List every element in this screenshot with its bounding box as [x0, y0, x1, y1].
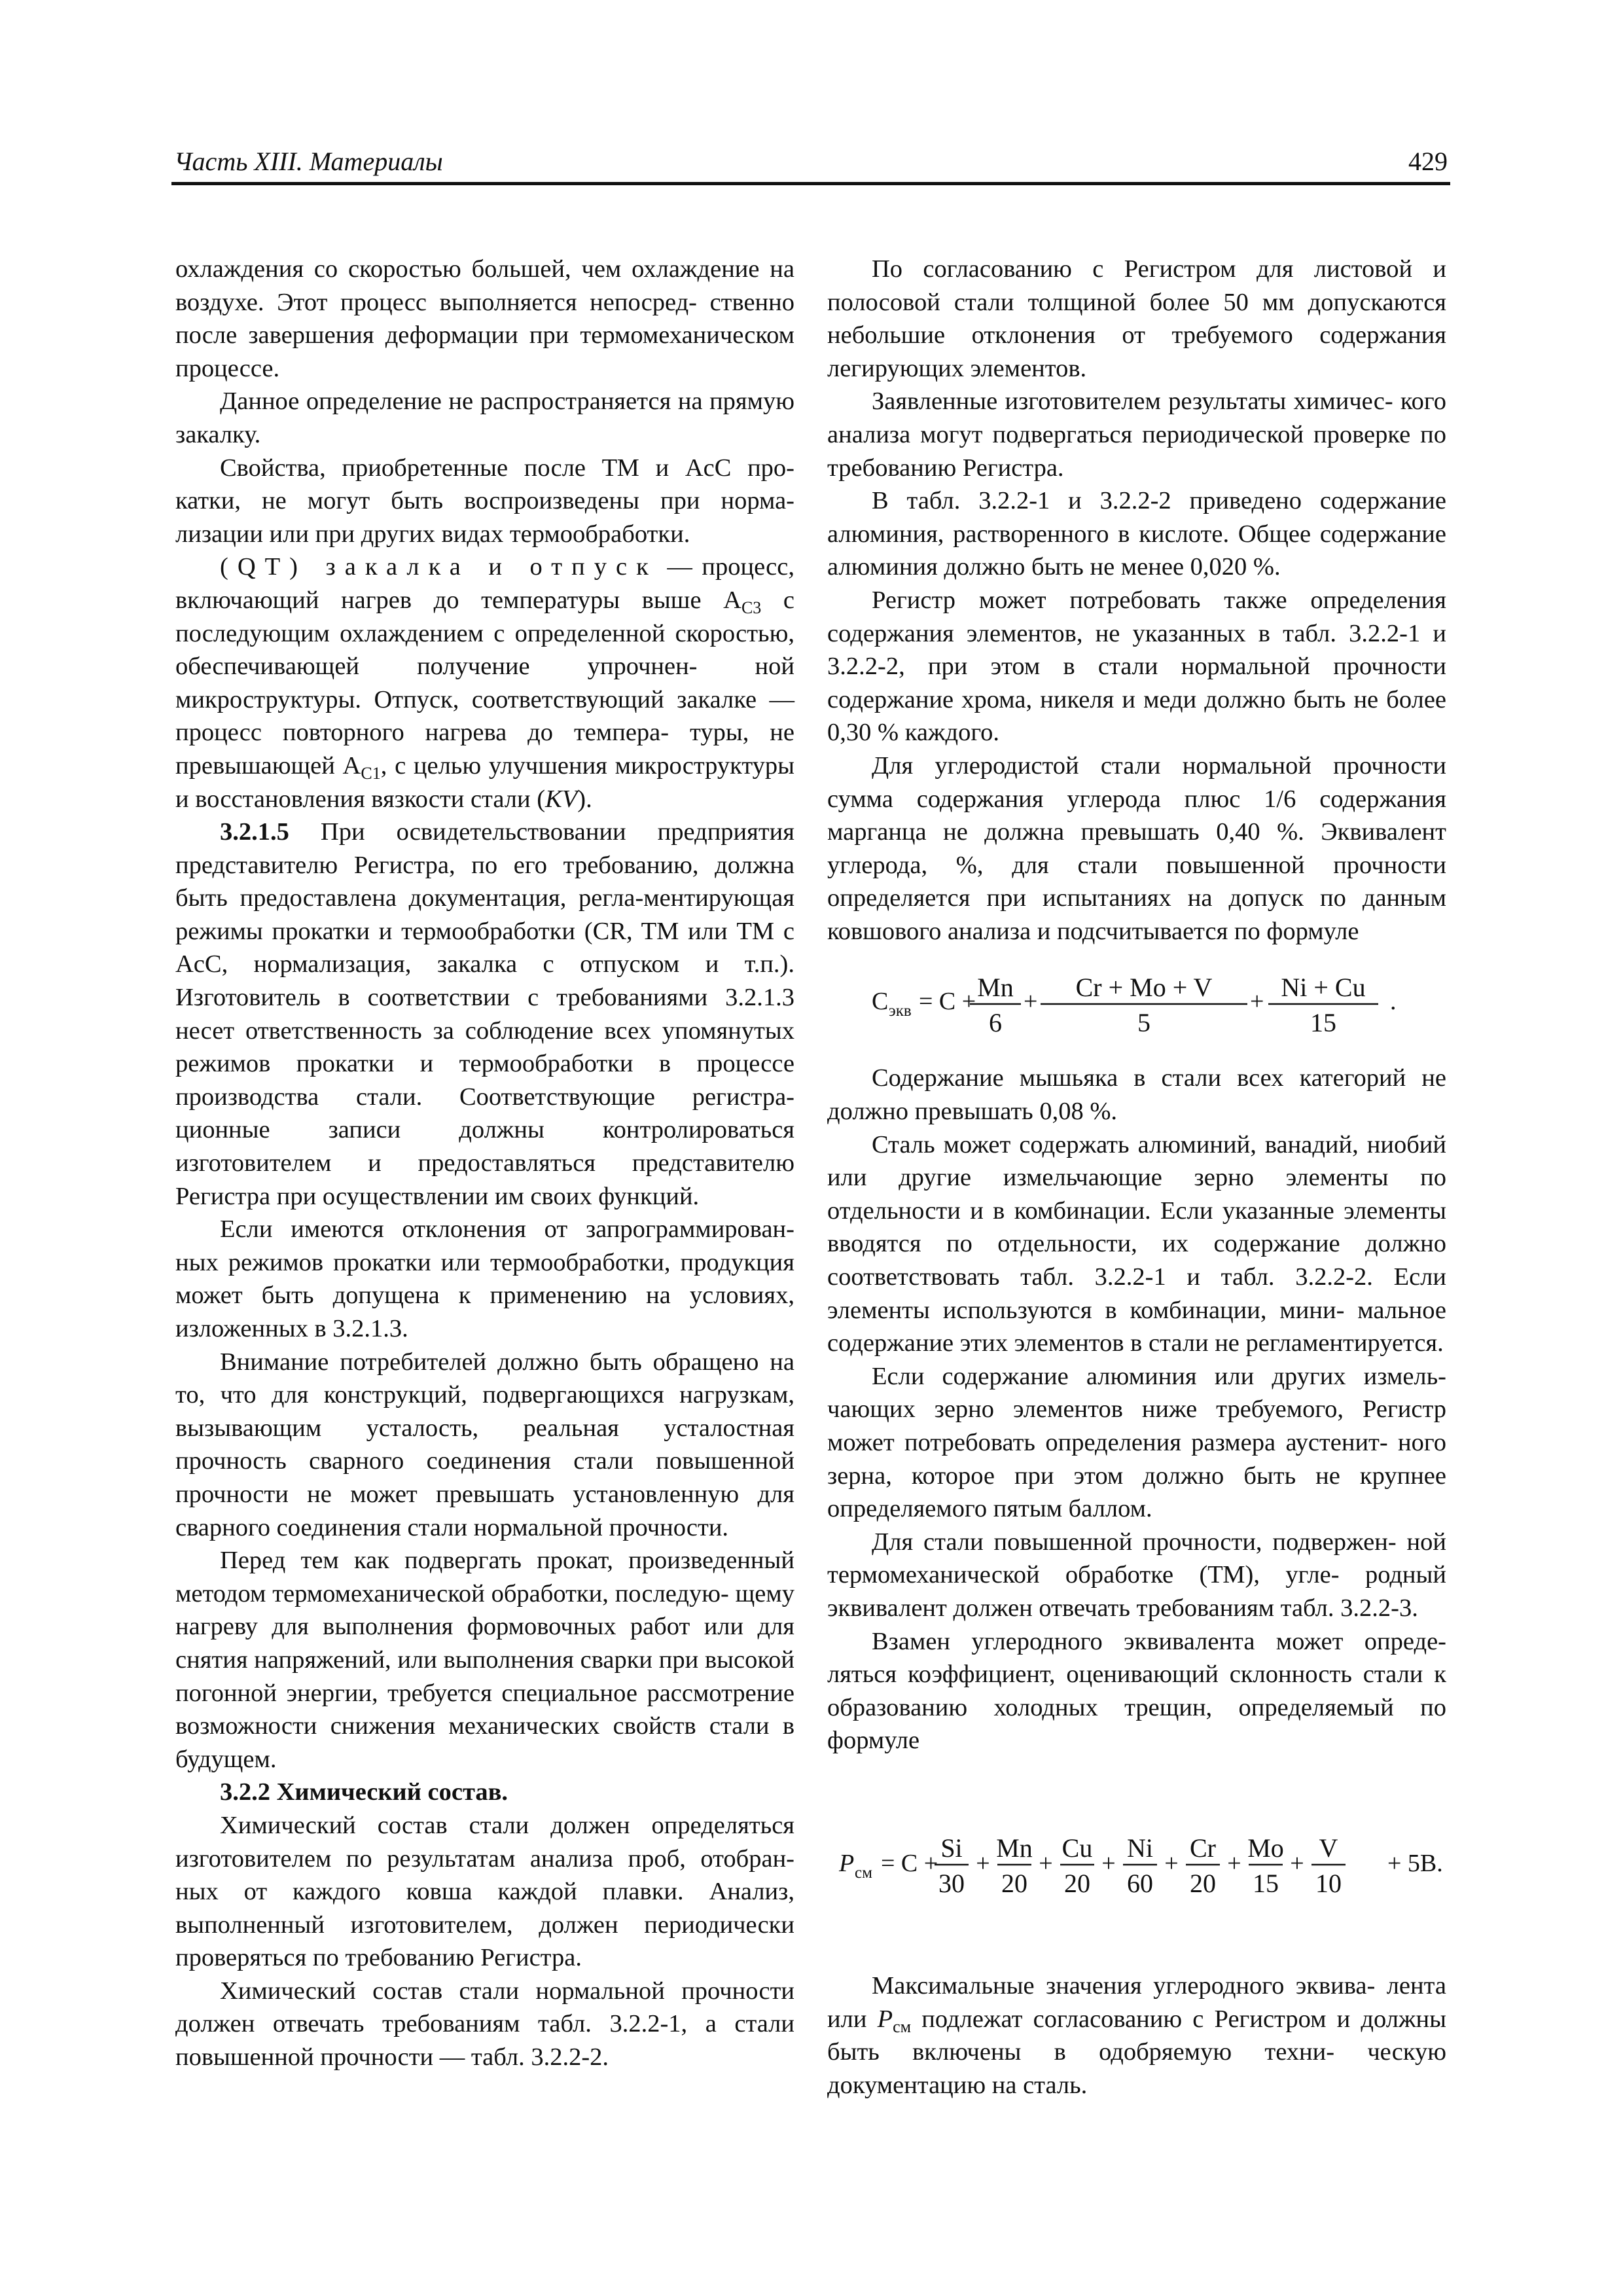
f1-plus2: +	[1250, 988, 1264, 1016]
pcm-fraction-numerator: Mn	[996, 1833, 1033, 1863]
paragraph-qt: (QT) закалка и отпуск — процесс, включающий нагрев до температуры выше $A_{C3}$ с последующим охлаждением с определенной скоростью, обеспечивающей получение упрочнен- ной микроструктуры. Отпуск, соответствующий закалке — процесс повторного нагрева до темпера- туры, не превышающей $A_{C1}$, с целью улучшения микроструктуры и восстановления вязкости стали (KV).	[175, 553, 794, 813]
paragraph: Сталь может содержать алюминий, ванадий, ниобий или другие измельчающие зерно элементы по отдельности и в комбинации. Если указанные элементы вводятся по отдельности, их содержание должно соответствовать табл. 3.2.2-1 и табл. 3.2.2-2. Если элементы используются в комбинации, мини- мальное содержание этих элементов в стали не регламентируется.	[827, 1130, 1446, 1357]
pcm-fraction-numerator: V	[1319, 1833, 1338, 1863]
pcm-fraction-numerator: Ni	[1127, 1833, 1153, 1863]
paragraph: Регистр может потребовать также определения содержания элементов, не указанных в табл. 3.2.2-1 и 3.2.2-2, при этом в стали нормальной прочности содержание хрома, никеля и меди должно быть не более 0,30 % каждого.	[827, 586, 1446, 747]
pcm-fractions	[935, 1833, 1346, 1898]
paragraph: Если имеются отклонения от запрограммирован- ных режимов прокатки или термообработки, продукция может быть допущена к применению на условиях, изложенных в 3.2.1.3.	[175, 1215, 794, 1342]
paragraph: Заявленные изготовителем результаты химичес- кого анализа могут подвергаться периодической проверке по требованию Регистра.	[827, 387, 1446, 482]
paragraph: Данное определение не распространяется на прямую закалку.	[175, 387, 794, 448]
pcm-plus-sign: +	[976, 1849, 990, 1877]
paragraph: Для углеродистой стали нормальной прочности сумма содержания углерода плюс 1/6 содержания марганца не должна превышать 0,40 %. Эквивалент углерода, %, для стали повышенной прочности определяется при испытаниях на допуск по данным ковшового анализа и подсчитывается по формуле	[827, 751, 1446, 945]
right-column	[827, 253, 1446, 2102]
section-heading: 3.2.2 Химический состав.	[220, 1778, 508, 1806]
pcm-fraction-denominator: 20	[1064, 1868, 1090, 1898]
formula-ceq-svg	[827, 963, 1446, 1039]
pcm-fraction-denominator: 30	[938, 1868, 965, 1898]
paragraph: Взамен углеродного эквивалента может опреде- ляться коэффициент, оценивающий склонность стали к образованию холодных трещин, определяемый по формуле	[827, 1627, 1446, 1755]
f1-t1-den: 6	[989, 1008, 1002, 1038]
term-qt: (QT) закалка и отпуск	[220, 553, 658, 581]
pcm-plus-sign: +	[1290, 1849, 1304, 1877]
f2-end: + 5B.	[1387, 1849, 1443, 1877]
pcm-fraction-denominator: 20	[1001, 1868, 1027, 1898]
clause-number: 3.2.1.5	[220, 818, 289, 846]
f2-lhs: P	[839, 1849, 855, 1877]
f1-t3-den: 15	[1310, 1008, 1336, 1038]
paragraph: Перед тем как подвергать прокат, произведенный методом термомеханической обработки, последую- щему нагреву для выполнения формовочных работ или для снятия напряжений, или выполнения сварки при высокой погонной энергии, требуется специальное рассмотрение возможности снижения механических свойств стали в будущем.	[175, 1547, 794, 1773]
pcm-plus-sign: +	[1227, 1849, 1241, 1877]
paragraph: В табл. 3.2.2-1 и 3.2.2-2 приведено содержание алюминия, растворенного в кислоте. Общее содержание алюминия должно быть не менее 0,020 %.	[827, 487, 1446, 581]
pcm-fraction-numerator: Cr	[1190, 1833, 1216, 1863]
pcm-fraction-denominator: 15	[1253, 1868, 1279, 1898]
f1-lhs: C	[872, 988, 889, 1016]
paragraph-3-2-1-5: 3.2.1.5 При освидетельствовании предприятия представителю Регистра, по его требованию, должна быть предоставлена документация, регла-ментирующая режимы прокатки и термообработки (CR, TM или TM с AcC, нормализация, закалка с отпуском и т.п.). Изготовитель в соответствии с требованиями 3.2.1.3 несет ответственность за соблюдение всех упомянутых режимов прокатки и термообработки в процессе производства стали. Соответствующие регистра- ционные записи должны контролироваться изготовителем и предоставляться представителю Регистра при осуществлении им своих функций.	[175, 818, 794, 1210]
f1-eq: = C +	[919, 988, 976, 1016]
paragraph-pcm-note: Максимальные значения углеродного эквива- лента или $P_{см}$ подлежат согласованию с Регистром и должны быть включены в одобряемую техни- ческую документацию на сталь.	[827, 1971, 1447, 2099]
pcm-fraction-numerator: Si	[940, 1833, 963, 1863]
pcm-fraction-denominator: 20	[1190, 1868, 1216, 1898]
paragraph: Химический состав стали должен определяться изготовителем по результатам анализа проб, отобран- ных от каждого ковша каждой плавки. Анализ, выполненный изготовителем, должен периодически проверяться по требованию Регистра.	[175, 1811, 794, 1972]
paragraph: Для стали повышенной прочности, подвержен- ной термомеханической обработке (ТМ), угле- родный эквивалент должен отвечать требованиям табл. 3.2.2-3.	[827, 1528, 1446, 1622]
f1-t2-den: 5	[1137, 1008, 1150, 1038]
paragraph: Химический состав стали нормальной прочности должен отвечать требованиям табл. 3.2.2-1, а стали повышенной прочности — табл. 3.2.2-2.	[175, 1977, 794, 2072]
f1-t3-num: Ni + Cu	[1281, 973, 1366, 1003]
paragraph: Содержание мышьяка в стали всех категорий не должно превышать 0,08 %.	[827, 1064, 1446, 1126]
pcm-fraction-denominator: 60	[1127, 1868, 1153, 1898]
pcm-plus-sign: +	[1039, 1849, 1053, 1877]
paragraph: охлаждения со скоростью большей, чем охлаждение на воздухе. Этот процесс выполняется непосред- ственно после завершения деформации при термомеханическом процессе.	[175, 255, 794, 382]
f1-plus1: +	[1024, 988, 1038, 1016]
paragraph: Свойства, приобретенные после ТМ и AcC про- катки, не могут быть воспроизведены при норма- лизации или при других видах термообработки.	[175, 454, 794, 548]
pcm-fraction-denominator: 10	[1315, 1868, 1342, 1898]
paragraph: Если содержание алюминия или других измель- чающих зерно элементов ниже требуемого, Регистр может потребовать определения размера аустенит- ного зерна, которое при этом должно быть не крупнее определяемого пятым баллом.	[827, 1362, 1446, 1523]
formula-pcm-svg	[827, 1823, 1446, 1907]
pcm-plus-sign: +	[1101, 1849, 1116, 1877]
f1-end: .	[1390, 988, 1397, 1016]
pcm-fraction-numerator: Cu	[1061, 1833, 1093, 1863]
page-header	[171, 145, 1450, 185]
pcm-formula	[827, 1823, 1446, 1907]
f1-t1-num: Mn	[977, 973, 1014, 1003]
carbon-equivalent-formula	[827, 963, 1446, 1039]
f1-lhs-sub: экв	[889, 1002, 912, 1020]
section-title: Часть XIII. Материалы	[174, 147, 443, 176]
f1-t2-num: Cr + Mo + V	[1075, 973, 1213, 1003]
pcm-fraction-numerator: Mo	[1247, 1833, 1284, 1863]
f2-lhs-sub: см	[855, 1863, 872, 1882]
paragraph: По согласованию с Регистром для листовой и полосовой стали толщиной более 50 мм допускаются небольшие отклонения от требуемого содержания легирующих элементов.	[827, 255, 1446, 382]
paragraph: Внимание потребителей должно быть обращено на то, что для конструкций, подвергающихся нагрузкам, вызывающим усталость, реальная усталостная прочность сварного соединения стали повышенной прочности не может превышать установленную для сварного соединения стали нормальной прочности.	[175, 1348, 794, 1541]
pcm-plus-sign: +	[1164, 1849, 1179, 1877]
f2-eq: = C +	[881, 1849, 938, 1877]
page-number: 429	[1408, 147, 1448, 176]
left-column	[175, 253, 794, 2074]
